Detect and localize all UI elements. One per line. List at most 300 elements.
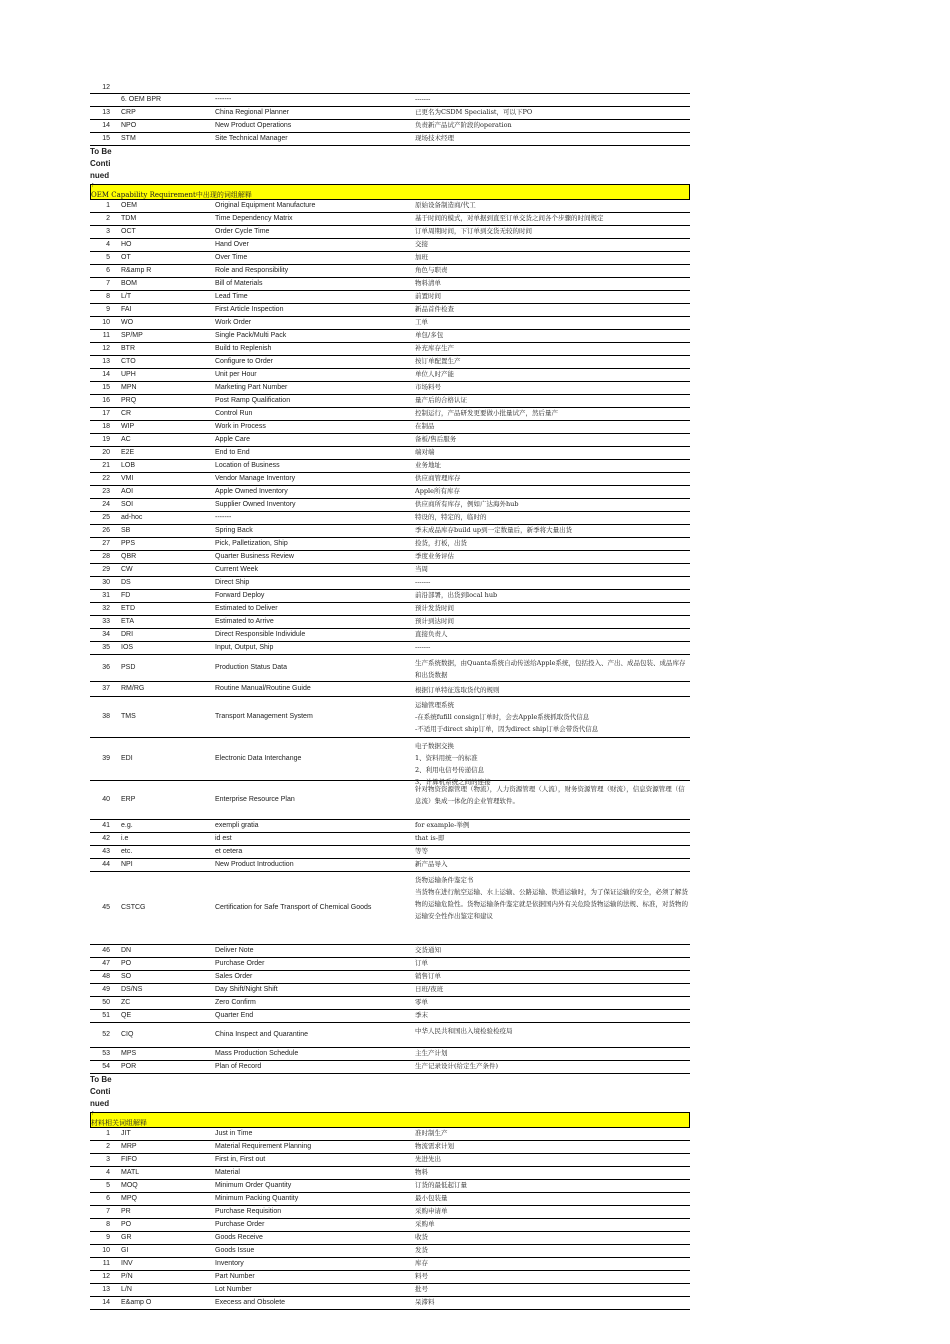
term-number: 34 [102, 631, 110, 638]
term-abbreviation: ZC [121, 999, 131, 1006]
table-row [90, 697, 690, 738]
term-full-name: ------- [215, 96, 232, 103]
term-full-name: Site Technical Manager [215, 135, 288, 142]
table-row [90, 971, 690, 984]
table-row [90, 958, 690, 971]
term-number: 25 [102, 514, 110, 521]
term-abbreviation: GR [121, 1234, 132, 1241]
term-full-name: Direct Responsible Individule [215, 631, 306, 638]
term-abbreviation: SOI [121, 501, 134, 508]
term-abbreviation: ERP [121, 796, 136, 803]
term-number: 41 [102, 822, 110, 829]
term-full-name: Day Shift/Night Shift [215, 986, 278, 993]
term-full-name: Current Week [215, 566, 259, 573]
term-chinese-meaning: 工单 [415, 318, 428, 326]
term-abbreviation: CRP [121, 109, 136, 116]
term-number: 24 [102, 501, 110, 508]
term-full-name: Over Time [215, 254, 248, 261]
term-full-name: Bill of Materials [215, 280, 263, 287]
term-number: 17 [102, 410, 110, 417]
term-number: 14 [102, 122, 110, 129]
term-number: 23 [102, 488, 110, 495]
term-chinese-meaning: 交货通知 [415, 946, 441, 954]
term-number: 45 [102, 904, 110, 911]
table-row [90, 395, 690, 408]
table-row [90, 213, 690, 226]
term-full-name: et cetera [215, 848, 243, 855]
term-abbreviation: PO [121, 1221, 132, 1228]
term-full-name: Minimum Order Quantity [215, 1182, 292, 1189]
term-full-name: Single Pack/Multi Pack [215, 332, 287, 339]
term-full-name: New Product Introduction [215, 861, 294, 868]
term-chinese-meaning: 前沿部署，出货到local hub [415, 591, 498, 599]
term-chinese-meaning: 生产记录设计(给定生产条件) [415, 1062, 499, 1070]
table-row [90, 512, 690, 525]
term-abbreviation: OCT [121, 228, 136, 235]
term-number: 16 [102, 397, 110, 404]
table-row [90, 1219, 690, 1232]
table-row [90, 278, 690, 291]
term-full-name: Estimated to Deliver [215, 605, 278, 612]
term-chinese-meaning: 库存 [415, 1259, 428, 1267]
term-chinese-meaning: 季末 [415, 1011, 428, 1019]
section-header-material [90, 1112, 690, 1128]
table-row [90, 82, 690, 94]
table-row [90, 859, 690, 872]
table-row [90, 239, 690, 252]
table-row [90, 538, 690, 551]
term-number: 2 [106, 215, 110, 222]
term-full-name: Input, Output, Ship [215, 644, 274, 651]
term-full-name: China Inspect and Quarantine [215, 1031, 309, 1038]
term-abbreviation: LOB [121, 462, 136, 469]
term-chinese-meaning: 零单 [415, 998, 428, 1006]
tbc-line: To Be [90, 147, 112, 156]
term-full-name: Original Equipment Manufacture [215, 202, 316, 209]
term-abbreviation: SO [121, 973, 132, 980]
term-number: 19 [102, 436, 110, 443]
term-chinese-meaning: 特设的，特定的，临时的 [415, 513, 487, 521]
term-chinese-meaning: 预计到达时间 [415, 617, 454, 625]
table-row [90, 1245, 690, 1258]
term-number: 13 [102, 358, 110, 365]
term-abbreviation: CTO [121, 358, 136, 365]
term-number: 7 [106, 1208, 110, 1215]
table-row [90, 1167, 690, 1180]
term-chinese-meaning: 供应商管理库存 [415, 474, 461, 482]
section-material-rows [90, 1128, 690, 1310]
term-chinese-meaning: 单包/多包 [415, 331, 444, 339]
term-number: 8 [106, 1221, 110, 1228]
term-chinese-meaning: 根据订单特征选取货代的规则 [415, 686, 500, 694]
table-row [90, 1154, 690, 1167]
table-row [90, 252, 690, 265]
term-full-name: Pick, Palletization, Ship [215, 540, 288, 547]
term-number: 12 [102, 84, 110, 91]
term-abbreviation: STM [121, 135, 136, 142]
term-full-name: Estimated to Arrive [215, 618, 274, 625]
term-chinese-meaning: 物流需求计划 [415, 1142, 454, 1150]
term-abbreviation: OEM [121, 202, 137, 209]
term-chinese-meaning: 在制品 [415, 422, 435, 430]
term-number: 30 [102, 579, 110, 586]
term-abbreviation: AOI [121, 488, 134, 495]
term-abbreviation: PSD [121, 664, 136, 671]
term-chinese-meaning: for example-举例 [415, 821, 470, 829]
term-abbreviation: TMS [121, 713, 136, 720]
term-chinese-meaning: 按订单配置生产 [415, 357, 461, 365]
table-row [90, 525, 690, 538]
term-full-name: Role and Responsibility [215, 267, 289, 274]
table-row [90, 447, 690, 460]
term-chinese-meaning: 发货 [415, 1246, 428, 1254]
term-chinese-meaning: 量产后的合格认证 [415, 396, 467, 404]
term-full-name: Unit per Hour [215, 371, 257, 378]
table-row [90, 434, 690, 447]
term-abbreviation: MPS [121, 1050, 137, 1057]
term-number: 52 [102, 1031, 110, 1038]
term-chinese-meaning: 主生产计划 [415, 1049, 448, 1057]
term-number: 1 [106, 202, 110, 209]
term-chinese-meaning: 市场料号 [415, 383, 441, 391]
term-chinese-meaning: 物料清单 [415, 279, 441, 287]
term-chinese-meaning: 采购申请单 [415, 1207, 448, 1215]
section-header-oem [90, 184, 690, 200]
term-full-name: Configure to Order [215, 358, 273, 365]
term-number: 53 [102, 1050, 110, 1057]
term-abbreviation: FD [121, 592, 131, 599]
term-abbreviation: CR [121, 410, 132, 417]
term-full-name: Work in Process [215, 423, 266, 430]
term-number: 15 [102, 135, 110, 142]
term-number: 50 [102, 999, 110, 1006]
term-chinese-meaning: 原始设备制造商/代工 [415, 201, 476, 209]
term-number: 11 [102, 332, 110, 339]
term-full-name: Purchase Requisition [215, 1208, 282, 1215]
term-full-name: Direct Ship [215, 579, 250, 586]
term-number: 42 [102, 835, 110, 842]
table-row [90, 499, 690, 512]
glossary-sheet [90, 82, 690, 1310]
term-chinese-meaning: 呆滞料 [415, 1298, 435, 1306]
term-full-name: Order Cycle Time [215, 228, 270, 235]
term-chinese-meaning: 季度业务评估 [415, 552, 454, 560]
term-abbreviation: e.g. [121, 822, 133, 829]
term-number: 26 [102, 527, 110, 534]
section-title: OEM Capability Requirement中出现的词组解释 [91, 191, 252, 199]
table-row [90, 330, 690, 343]
term-full-name: id est [215, 835, 232, 842]
section-mark: ↑ [91, 1110, 95, 1117]
term-chinese-meaning: 物料 [415, 1168, 428, 1176]
term-abbreviation: L/N [121, 1286, 132, 1293]
term-abbreviation: WO [121, 319, 134, 326]
term-abbreviation: QE [121, 1012, 132, 1019]
term-number: 13 [102, 109, 110, 116]
table-row [90, 408, 690, 421]
table-row [90, 1297, 690, 1310]
table-row [90, 1128, 690, 1141]
term-full-name: Inventory [215, 1260, 244, 1267]
term-abbreviation: E2E [121, 449, 135, 456]
term-number: 13 [102, 1286, 110, 1293]
table-row [90, 833, 690, 846]
term-number: 38 [102, 713, 110, 720]
term-chinese-meaning: 前置时间 [415, 292, 441, 300]
term-abbreviation: DS [121, 579, 131, 586]
tbc-line: To Be [90, 1075, 112, 1084]
term-number: 31 [102, 592, 110, 599]
term-number: 1 [106, 1130, 110, 1137]
term-number: 8 [106, 293, 110, 300]
table-row [90, 820, 690, 833]
term-chinese-meaning: 订单周期时间，下订单到交货无较的时间 [415, 227, 532, 235]
term-full-name: ------- [215, 514, 232, 521]
table-row [90, 603, 690, 616]
term-full-name: Sales Order [215, 973, 253, 980]
term-full-name: Time Dependency Matrix [215, 215, 293, 222]
term-full-name: Just in Time [215, 1130, 253, 1137]
term-number: 21 [102, 462, 110, 469]
term-number: 37 [102, 685, 110, 692]
term-number: 14 [102, 371, 110, 378]
term-chinese-meaning: 先进先出 [415, 1155, 441, 1163]
term-full-name: Electronic Data Interchange [215, 755, 302, 762]
term-number: 2 [106, 1143, 110, 1150]
term-number: 35 [102, 644, 110, 651]
table-row [90, 1048, 690, 1061]
table-row [90, 1284, 690, 1297]
table-row [90, 564, 690, 577]
table-row [90, 1010, 690, 1023]
top-rows [90, 82, 690, 146]
term-chinese-meaning: 新产品导入 [415, 860, 448, 868]
term-full-name: Goods Issue [215, 1247, 255, 1254]
term-chinese-meaning: 采购单 [415, 1220, 435, 1228]
term-full-name: Quarter End [215, 1012, 254, 1019]
term-chinese-meaning: 针对物资资源管理（物流），人力资源管理（人流），财务资源管理（财流），信息资源管理（信息流）集成一体化的企业管理软件。 [415, 785, 685, 805]
term-abbreviation: OT [121, 254, 131, 261]
term-chinese-meaning: that is-即 [415, 834, 445, 842]
term-chinese-meaning: 已更名为CSDM Specialist，可以下PO [415, 108, 533, 116]
term-full-name: Zero Confirm [215, 999, 256, 1006]
term-chinese-meaning: 直接负责人 [415, 630, 448, 638]
term-chinese-meaning: ------- [415, 643, 431, 651]
term-full-name: Deliver Note [215, 947, 254, 954]
term-abbreviation: 6. OEM BPR [121, 96, 162, 103]
term-chinese-meaning: 补充库存生产 [415, 344, 454, 352]
term-abbreviation: BOM [121, 280, 137, 287]
term-chinese-meaning: 运输管理系统 -在系统fufill consign订单时，会去Apple系统抓取货代信息 -不适用于direct ship订单，因为direct ship订单会带货代信息 [415, 701, 599, 733]
term-chinese-meaning: 新品首件检查 [415, 305, 454, 313]
to-be-continued-note [90, 1074, 690, 1110]
term-abbreviation: DN [121, 947, 132, 954]
table-row [90, 473, 690, 486]
term-chinese-meaning: 供应商所有库存，例如广达海外hub [415, 500, 519, 508]
table-row [90, 872, 690, 945]
table-row [90, 682, 690, 697]
table-row [90, 590, 690, 603]
term-abbreviation: EDI [121, 755, 133, 762]
term-full-name: Spring Back [215, 527, 253, 534]
section-mark: ↑ [91, 182, 95, 189]
term-full-name: Purchase Order [215, 1221, 265, 1228]
term-abbreviation: QBR [121, 553, 137, 560]
table-row [90, 382, 690, 395]
term-chinese-meaning: 当周 [415, 565, 428, 573]
term-chinese-meaning: 准时制生产 [415, 1129, 448, 1137]
term-chinese-meaning: Apple所有库存 [415, 487, 460, 495]
table-row [90, 629, 690, 642]
term-chinese-meaning: 业务地址 [415, 461, 441, 469]
term-number: 6 [106, 267, 110, 274]
term-abbreviation: P/N [121, 1273, 133, 1280]
term-abbreviation: IOS [121, 644, 134, 651]
to-be-continued-note [90, 146, 690, 182]
term-abbreviation: MOQ [121, 1182, 138, 1189]
term-chinese-meaning: 交接 [415, 240, 428, 248]
term-abbreviation: PPS [121, 540, 136, 547]
table-row [90, 997, 690, 1010]
term-chinese-meaning: 收货 [415, 1233, 428, 1241]
table-row [90, 356, 690, 369]
term-full-name: China Regional Planner [215, 109, 289, 116]
term-chinese-meaning: 订单 [415, 959, 428, 967]
term-abbreviation: PRQ [121, 397, 137, 404]
term-number: 36 [102, 664, 110, 671]
term-full-name: Apple Care [215, 436, 251, 443]
term-abbreviation: MATL [121, 1169, 140, 1176]
term-full-name: Work Order [215, 319, 252, 326]
term-chinese-meaning: 销售订单 [415, 972, 441, 980]
term-abbreviation: RM/RG [121, 685, 145, 692]
term-number: 4 [106, 1169, 110, 1176]
table-row [90, 984, 690, 997]
term-abbreviation: PR [121, 1208, 131, 1215]
term-abbreviation: etc. [121, 848, 133, 855]
table-row [90, 133, 690, 146]
term-number: 18 [102, 423, 110, 430]
term-abbreviation: ad-hoc [121, 514, 143, 521]
term-abbreviation: NPI [121, 861, 133, 868]
term-number: 10 [102, 319, 110, 326]
table-row [90, 1206, 690, 1219]
term-abbreviation: DRI [121, 631, 134, 638]
term-chinese-meaning: 订货的最低起订量 [415, 1181, 467, 1189]
term-full-name: First Article Inspection [215, 306, 284, 313]
table-row [90, 1258, 690, 1271]
term-number: 27 [102, 540, 110, 547]
tbc-line: nued [90, 1099, 110, 1108]
table-row [90, 642, 690, 655]
term-full-name: Post Ramp Qualification [215, 397, 291, 404]
term-number: 22 [102, 475, 110, 482]
table-row [90, 94, 690, 107]
term-abbreviation: SB [121, 527, 131, 534]
term-number: 49 [102, 986, 110, 993]
term-number: 28 [102, 553, 110, 560]
term-full-name: Enterprise Resource Plan [215, 796, 295, 803]
term-number: 14 [102, 1299, 110, 1306]
term-number: 9 [106, 306, 110, 313]
term-abbreviation: R&amp R [121, 267, 152, 274]
term-chinese-meaning: 电子数据交换 1、资料用统一的标准 2、利用电信号传递信息 3、计算机系统之间的连接 [415, 742, 491, 786]
term-full-name: New Product Operations [215, 122, 292, 129]
term-number: 54 [102, 1063, 110, 1070]
term-chinese-meaning: 预计发货时间 [415, 604, 454, 612]
table-row [90, 226, 690, 239]
term-abbreviation: NPO [121, 122, 137, 129]
table-row [90, 846, 690, 859]
term-number: 40 [102, 796, 110, 803]
term-number: 4 [106, 241, 110, 248]
term-number: 32 [102, 605, 110, 612]
term-chinese-meaning: 现场技术经理 [415, 134, 454, 142]
tbc-line: Conti [90, 1087, 111, 1096]
table-row [90, 1232, 690, 1245]
term-abbreviation: AC [121, 436, 131, 443]
term-full-name: Material [215, 1169, 240, 1176]
term-abbreviation: TDM [121, 215, 137, 222]
term-abbreviation: WIP [121, 423, 135, 430]
term-full-name: Purchase Order [215, 960, 265, 967]
table-row [90, 738, 690, 786]
term-abbreviation: GI [121, 1247, 129, 1254]
term-chinese-meaning: ------- [415, 95, 431, 103]
table-row [90, 1271, 690, 1284]
term-abbreviation: PO [121, 960, 132, 967]
table-row [90, 304, 690, 317]
table-row [90, 1141, 690, 1154]
term-abbreviation: i.e [121, 835, 129, 842]
term-abbreviation: INV [121, 1260, 133, 1267]
table-row [90, 317, 690, 330]
term-full-name: Hand Over [215, 241, 249, 248]
term-full-name: Transport Management System [215, 713, 313, 720]
term-full-name: End to End [215, 449, 250, 456]
table-row [90, 421, 690, 434]
term-full-name: First in, First out [215, 1156, 266, 1163]
term-full-name: Certification for Safe Transport of Chemical Goods [215, 904, 372, 911]
table-row [90, 120, 690, 133]
term-number: 33 [102, 618, 110, 625]
table-row [90, 291, 690, 304]
term-full-name: Production Status Data [215, 664, 287, 671]
table-row [90, 655, 690, 682]
tbc-line: nued [90, 171, 110, 180]
term-chinese-meaning: 捡货，打板，出货 [415, 539, 467, 547]
term-number: 3 [106, 228, 110, 235]
term-full-name: Lot Number [215, 1286, 252, 1293]
tbc-line: Conti [90, 159, 111, 168]
term-chinese-meaning: 最小包装量 [415, 1194, 448, 1202]
term-full-name: Routine Manual/Routine Guide [215, 685, 311, 692]
term-abbreviation: CSTCG [121, 904, 146, 911]
table-row [90, 616, 690, 629]
term-number: 29 [102, 566, 110, 573]
term-abbreviation: MRP [121, 1143, 137, 1150]
term-chinese-meaning: 中华人民共和国出入境检验检疫局 [415, 1027, 513, 1035]
term-chinese-meaning: 季末成品库存build up到一定数量后，新季将大量出货 [415, 526, 573, 534]
term-abbreviation: FIFO [121, 1156, 137, 1163]
term-chinese-meaning: 批号 [415, 1285, 428, 1293]
table-row [90, 107, 690, 120]
table-row [90, 781, 690, 820]
term-full-name: Plan of Record [215, 1063, 262, 1070]
term-number: 7 [106, 280, 110, 287]
term-abbreviation: SP/MP [121, 332, 143, 339]
term-abbreviation: BTR [121, 345, 135, 352]
